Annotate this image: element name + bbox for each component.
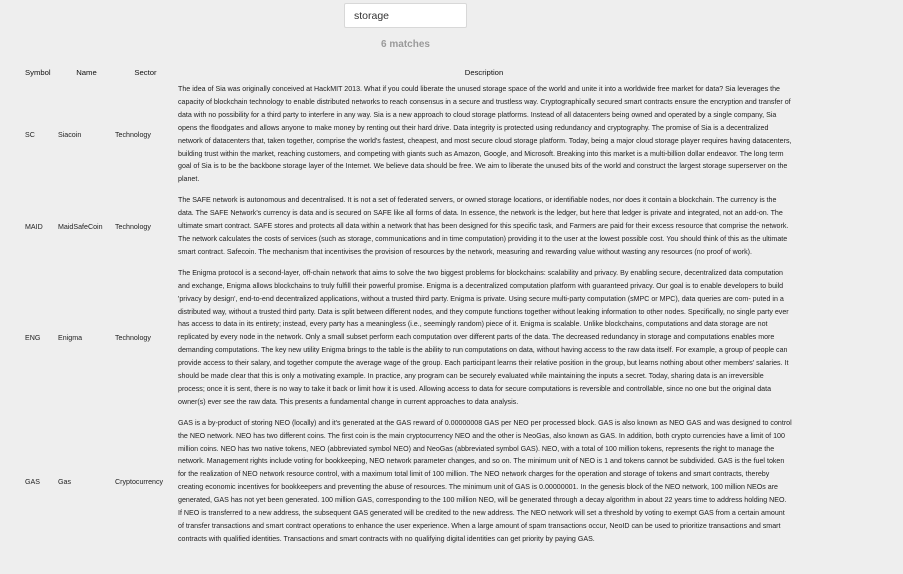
cell-sector: Cryptocurrency	[115, 477, 164, 486]
results-table	[18, 64, 792, 551]
cell-symbol: SC	[25, 131, 35, 140]
header-row	[18, 64, 792, 80]
table-row[interactable]	[18, 191, 792, 264]
table-row[interactable]	[18, 80, 792, 191]
search-input[interactable]	[344, 3, 467, 28]
cell-symbol: MAID	[25, 223, 43, 232]
cell-description: The idea of Sia was originally conceived at HackMIT 2013. What if you could liberate the unused storage space of the world and unite it into a worldwide free market for data? Sia leverages the capacity of blockchain technology to enable distributed networks to reach consensus in a secure and trustless way. Cryptographically secured smart contracts ensure the encryption and transfer of data with no possibility for a third party to interfere in any way. Sia is a new approach to cloud storage platforms. Instead of all datacenters being owned and operated by a single company, Sia opens the floodgates and allows anyone to make money by renting out their hard drive. Data integrity is protected using redundancy and cryptography. The promise of Sia is a decentralized network of datacenters that, taken together, comprise the world's fastest, cheapest, and most secure cloud storage platform. Today, being a major cloud storage player requires having datacenters, building trust within the market, reaching customers, and competing with giants such as Amazon, Google, and Microsoft. Breaking into this market is a multi-billion dollar endeavor. The long term goal of Sia is to be the backbone storage layer of the Internet. We believe data should be free. We aim to liberate the unused bits of the world and construct the largest storage superserver on the planet.	[178, 85, 792, 184]
cell-symbol: GAS	[25, 477, 40, 486]
cell-name: MaidSafeCoin	[58, 223, 103, 232]
column-header-description[interactable]: Description	[464, 67, 504, 77]
cell-description: GAS is a by-product of storing NEO (locally) and it's generated at the GAS reward of 0.00000008 GAS per NEO per processed block. GAS is also known as NEO GAS and was designed to control the NEO network. NEO has two different coins. The first coin is the main cryptocurrency NEO and the other is NeoGas, also known as GAS. In addition, both crypto currencies have a limit of 100 million coins. NEO has two native tokens, NEO (abbreviated symbol NEO) and NeoGas (abbreviated symbol GAS). NEO, with a total of 100 million tokens, represents the right to manage the network. Management rights include voting for bookkeeping, NEO network parameter changes, and so on. The minimum unit of NEO is 1 and tokens cannot be subdivided. GAS is the fuel token for the realization of NEO network resource control, with a maximum total limit of 100 million. The NEO network charges for the operation and storage of tokens and smart contracts, thereby creating economic incentives for bookkeepers and preventing the abuse of resources. The minimum unit of GAS is 0.00000001. In the genesis block of the NEO network, 100 million NEOs are generated, GAS has not yet been generated. 100 million GAS, corresponding to the 100 million NEO, will be generated through a decay algorithm in about 22 years time to address holding NEO. If NEO is transferred to a new address, the subsequent GAS generated will be credited to the new address. The NEO network will set a threshold by voting to exempt GAS from a certain amount of transfer transactions and smart contract operations to enhance the user experience. When a large amount of spam transactions occur, NeoID can be used to prioritize transactions and smart contracts with qualified identities. Transactions and smart contracts with no qualifying digital identities can get priority by paying GAS.	[178, 418, 792, 543]
column-header-name[interactable]: Name	[76, 67, 97, 77]
cell-description: The Enigma protocol is a second-layer, off-chain network that aims to solve the two biggest problems for blockchains: scalability and privacy. By enabling secure, decentralized data computation and exchange, Enigma allows blockchains to truly fulfill their powerful promise. Enigma is a decentralized computation platform with guaranteed privacy. Our goal is to enable developers to build 'privacy by design', end-to-end decentralized applications, without a trusted third party. Enigma is private. Using secure multi-party computation (sMPC or MPC), data queries are com- puted in a distributed way, without a trusted third party. Data is split between different nodes, and they compute functions together without leaking information to other nodes. Specifically, no single party ever has access to data in its entirety; instead, every party has a meaningless (i.e., seemingly random) piece of it. Enigma is scalable. Unlike blockchains, computations and data storage are not replicated by every node in the network. Only a small subset perform each computation over different parts of the data. The decreased redundancy in storage and computations enables more demanding computations. The key new utility Enigma brings to the table is the ability to run computations on data, without having access to the raw data itself. For example, a group of people can provide access to their salary, and together compute the average wage of the group. Each participant learns their relative position in the group, but learns nothing about other members' salaries. It should be made clear that this is only a motivating example. In practice, any program can be securely evaluated while maintaining the inputs a secret. Today, sharing data is an irreversible process; once it is sent, there is no way to take it back or limit how it is used. Allowing access to data for secure computations is reversible and controllable, since no one but the original data owner(s) ever see the raw data. This presents a fundamental change in current approaches to data analysis.	[178, 268, 789, 406]
cell-name: Enigma	[58, 334, 83, 343]
table-header	[18, 64, 792, 80]
search-bar	[344, 3, 467, 28]
cell-sector: Technology	[115, 131, 151, 140]
cell-symbol: ENG	[25, 334, 41, 343]
column-header-symbol[interactable]: Symbol	[25, 67, 51, 77]
table-body	[18, 80, 792, 551]
match-count: 6 matches	[381, 39, 430, 50]
cell-name: Gas	[58, 477, 72, 486]
column-header-sector[interactable]: Sector	[134, 67, 157, 77]
cell-sector: Technology	[115, 334, 151, 343]
cell-name: Siacoin	[58, 131, 82, 140]
table-row[interactable]	[18, 264, 792, 414]
cell-sector: Technology	[115, 223, 151, 232]
table-row[interactable]	[18, 414, 792, 551]
cell-description: The SAFE network is autonomous and decentralised. It is not a set of federated servers, or owned storage locations, or identifiable nodes, nor does it contain a blockchain. The currency is the data. The SAFE Network's currency is data and is secured on SAFE like all forms of data. In essence, the network is the ledger, but here that ledger is private and integrated, not an add-on. The ultimate smart contract. SAFE stores and protects all data within a network that has been designed for this specific task, and Farmers are paid for their excess resource that comprise the network. The network calculates the costs of services (such as storage, communications and in time computation) providing it to the user at the lowest possible cost. You should think of this as the ultimate smart contract. Safecoin. The mechanism that incentivises the provision of resources by the network, measuring and rewarding value without wasting any resources (no proof of work).	[178, 196, 789, 256]
